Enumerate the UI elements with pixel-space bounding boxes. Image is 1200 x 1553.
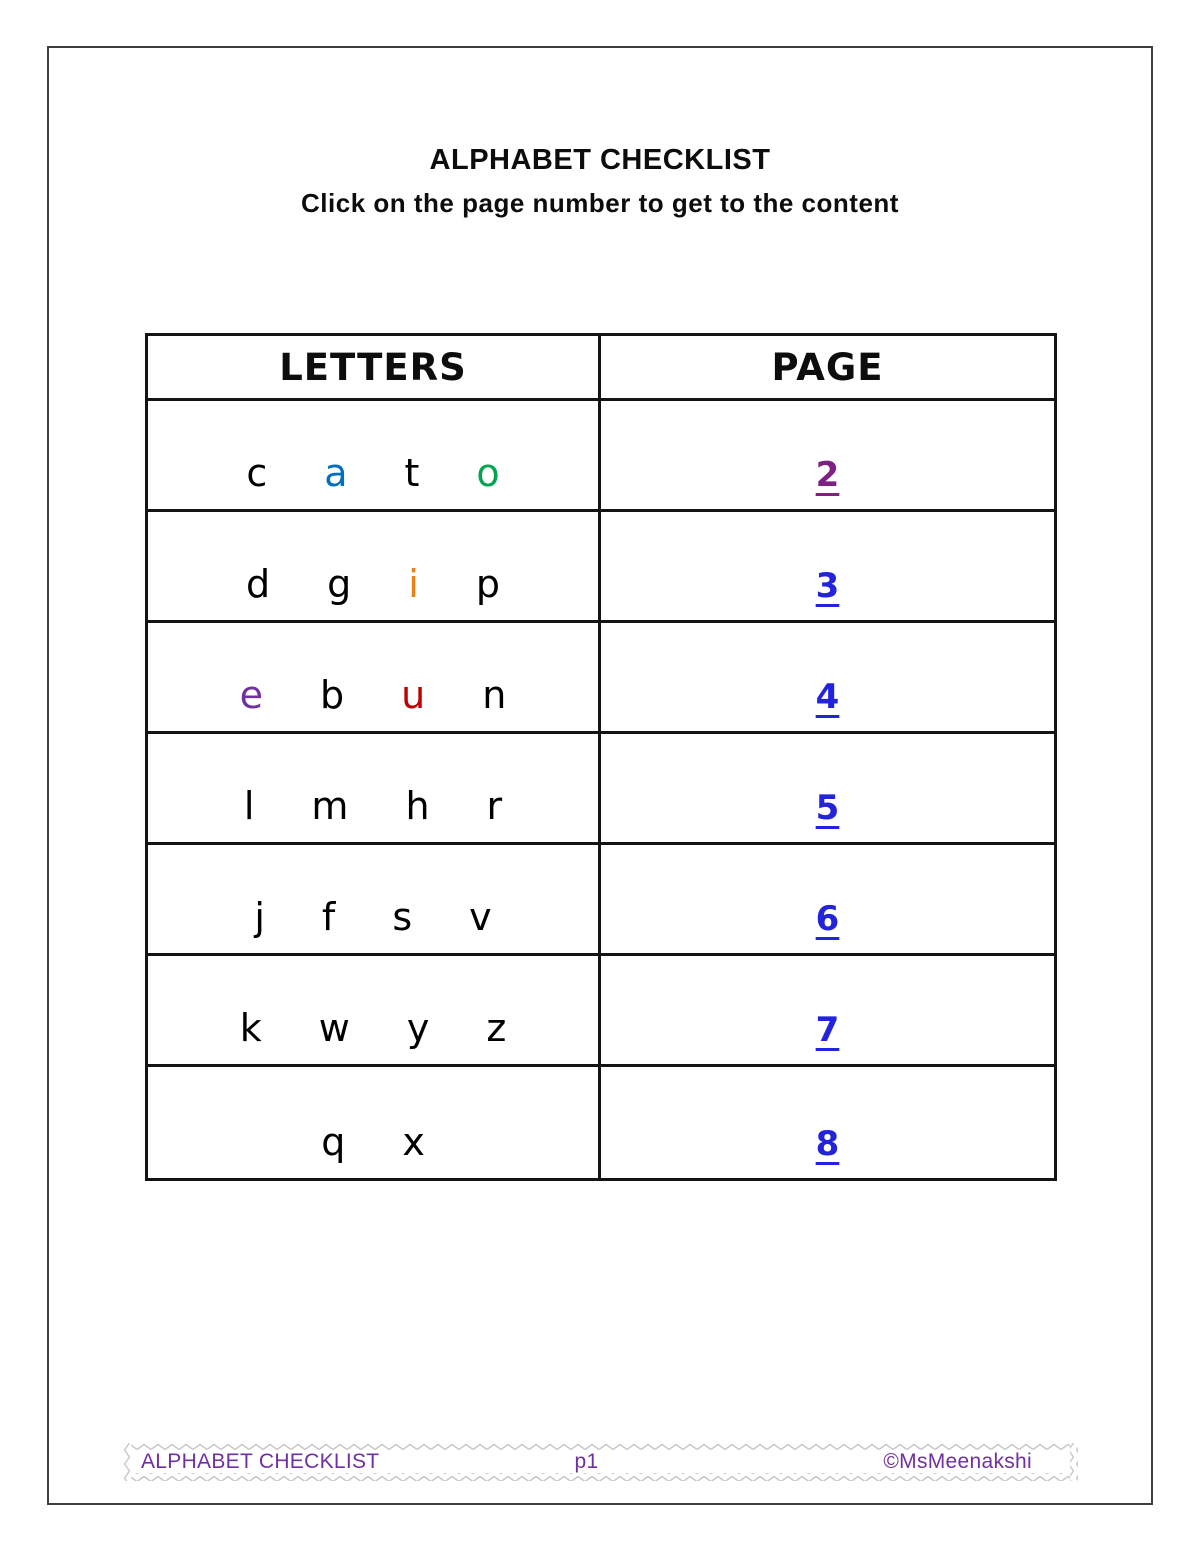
page-footer (123, 1443, 1078, 1481)
footer-page-number: p1 (574, 1450, 599, 1473)
page-link[interactable]: 7 (815, 1010, 840, 1050)
page-subtitle: Click on the page number to get to the content (301, 188, 899, 218)
table-row (148, 401, 1054, 512)
table-row (148, 734, 1054, 845)
page-cell (601, 512, 1054, 620)
letter: i (408, 562, 419, 606)
letter: t (404, 451, 420, 495)
letter: x (402, 1120, 425, 1164)
letters-cell (148, 512, 601, 620)
page-cell (601, 1067, 1054, 1178)
letter: n (482, 673, 507, 717)
letter: o (476, 451, 500, 495)
footer-text-row (123, 1443, 1078, 1481)
letter: e (239, 673, 264, 717)
letter: k (239, 1006, 262, 1050)
letters-cell (148, 956, 601, 1064)
page-cell (601, 623, 1054, 731)
table-row (148, 845, 1054, 956)
letter: f (321, 895, 336, 939)
letter: w (318, 1006, 350, 1050)
column-header-letters: LETTERS (148, 336, 601, 398)
letter: a (324, 451, 348, 495)
letter: p (475, 562, 500, 606)
letters-cell (148, 401, 601, 509)
page-link[interactable]: 4 (815, 677, 840, 717)
page-cell (601, 845, 1054, 953)
letters-cell (148, 734, 601, 842)
page-link[interactable]: 8 (815, 1124, 840, 1164)
page-cell (601, 401, 1054, 509)
page-link[interactable]: 2 (815, 455, 840, 495)
toc-table (145, 333, 1057, 1181)
page-title: ALPHABET CHECKLIST (429, 144, 771, 176)
letter: m (311, 784, 349, 828)
page-cell (601, 734, 1054, 842)
letter: b (320, 673, 345, 717)
page-link[interactable]: 3 (815, 566, 840, 606)
page-cell (601, 956, 1054, 1064)
letter: u (401, 673, 426, 717)
letters-cell (148, 1067, 601, 1178)
letter: z (486, 1006, 507, 1050)
letters-cell (148, 623, 601, 731)
letter: s (392, 895, 413, 939)
footer-copyright: ©MsMeenakshi (883, 1450, 1032, 1473)
letter: r (486, 784, 503, 828)
letter: q (321, 1120, 346, 1164)
letter: c (246, 451, 268, 495)
letter: y (406, 1006, 430, 1050)
table-row (148, 956, 1054, 1067)
table-row (148, 1067, 1054, 1178)
footer-document-title: ALPHABET CHECKLIST (141, 1450, 380, 1473)
column-header-page: PAGE (771, 345, 884, 389)
letter: d (246, 562, 271, 606)
table-header-row (148, 336, 1054, 401)
letter: l (243, 784, 255, 828)
table-row (148, 512, 1054, 623)
letter: g (327, 562, 352, 606)
letters-cell (148, 845, 601, 953)
letter: j (254, 895, 265, 939)
letter: v (469, 895, 492, 939)
letter: h (405, 784, 430, 828)
title-block (0, 138, 1200, 224)
page-link[interactable]: 5 (815, 788, 840, 828)
page-link[interactable]: 6 (815, 899, 840, 939)
table-row (148, 623, 1054, 734)
